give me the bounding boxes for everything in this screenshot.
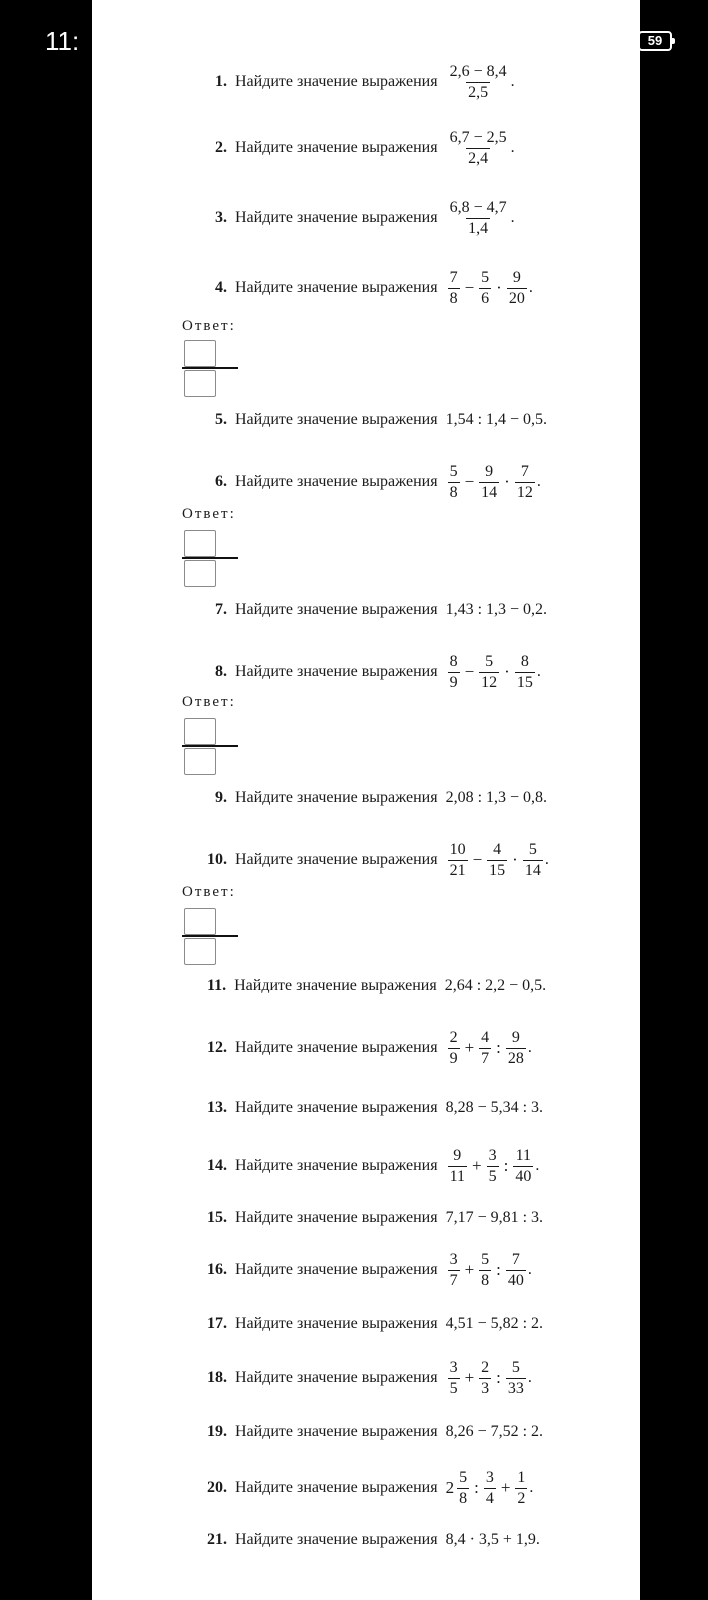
fraction [487,1146,499,1187]
denominator: 9 [449,1049,458,1067]
answer-fraction-input[interactable] [182,530,238,586]
problem-number: 4. [215,279,227,296]
expression-end: . [544,851,549,868]
fraction [506,1250,526,1291]
denominator: 1,4 [468,219,489,237]
operator: : [496,1260,501,1279]
numerator: 7 [520,462,529,480]
status-time: 11: [45,26,80,56]
math-expression [446,1209,543,1227]
math-expression [446,601,547,619]
answer-fraction-input[interactable] [182,908,238,964]
answer-label: Ответ: [182,318,236,334]
operator: − [464,472,475,491]
problem-text: Найдите значение выражения [235,1369,438,1386]
problem-text: Найдите значение выражения [235,279,438,296]
expression-end: . [535,1157,540,1174]
fraction [448,62,509,103]
operator: − [472,850,483,869]
problem-number: 18. [207,1369,227,1386]
operator: + [471,1156,482,1175]
fraction [515,652,535,693]
expression-end: . [510,139,515,156]
problem-text: Найдите значение выражения [235,789,438,806]
denominator: 15 [516,673,533,691]
problem-item [207,1146,540,1185]
problem-item [215,404,547,436]
denominator: 20 [508,289,525,307]
answer-label: Ответ: [182,694,236,710]
numerator: 2 [449,1028,458,1046]
problem-item [207,1092,543,1124]
math-expression [446,789,547,807]
problem-item [207,1308,543,1340]
denominator: 21 [449,861,466,879]
numerator: 7 [449,268,458,286]
problem-number: 16. [207,1261,227,1278]
denominator: 11 [449,1167,465,1185]
expression-end: . [527,1369,532,1386]
denominator: 3 [481,1379,490,1397]
problem-item [215,652,541,691]
numerator: 2,6 − 8,4 [449,62,507,80]
denominator: 2,4 [468,149,489,167]
answer-numerator-field[interactable] [184,718,216,745]
math-expression [446,268,533,309]
fraction [448,198,509,239]
fraction [484,1468,496,1509]
math-expression [446,1099,543,1117]
problem-item [207,1416,543,1448]
expression-text: 1,54 : 1,4 − 0,5. [445,411,548,428]
numerator: 9 [453,1146,462,1164]
math-expression [446,1146,540,1187]
math-expression [445,977,546,995]
numerator: 5 [449,462,458,480]
problem-number: 1. [215,73,227,90]
fraction [479,268,491,309]
fraction-bar [182,935,238,937]
fraction [513,1146,533,1187]
answer-denominator-field[interactable] [184,370,216,397]
answer-numerator-field[interactable] [184,908,216,935]
expression-text: 8,4 · 3,5 + 1,9. [445,1531,540,1548]
problem-item [207,1202,543,1234]
answer-denominator-field[interactable] [184,938,216,965]
operator: · [496,278,502,297]
problem-text: Найдите значение выражения [235,1261,438,1278]
numerator: 2 [481,1358,490,1376]
expression-end: . [536,663,541,680]
problem-text: Найдите значение выражения [235,663,438,680]
numerator: 1 [517,1468,526,1486]
problem-text: Найдите значение выражения [235,1039,438,1056]
problem-text: Найдите значение выражения [235,73,438,90]
problem-item [207,1250,532,1289]
problem-text: Найдите значение выражения [235,1315,438,1332]
battery-icon: 59 [638,31,672,51]
answer-numerator-field[interactable] [184,530,216,557]
answer-numerator-field[interactable] [184,340,216,367]
operator: − [464,662,475,681]
numerator: 10 [449,840,466,858]
numerator: 11 [515,1146,532,1164]
problem-item [207,970,546,1002]
operator: : [474,1478,479,1497]
fraction [448,840,468,881]
denominator: 2 [517,1489,526,1507]
problem-item [215,128,515,167]
numerator: 5 [511,1358,520,1376]
problem-item [215,62,515,101]
problem-number: 14. [207,1157,227,1174]
denominator: 8 [481,1271,490,1289]
problem-item [215,594,547,626]
fraction [487,840,507,881]
denominator: 5 [488,1167,497,1185]
denominator: 12 [516,483,533,501]
fraction-bar [182,557,238,559]
math-expression [446,1531,540,1549]
problem-number: 11. [207,977,227,994]
problem-text: Найдите значение выражения [234,977,437,994]
expression-end: . [536,473,541,490]
problem-number: 3. [215,209,227,226]
denominator: 28 [507,1049,524,1067]
problem-text: Найдите значение выражения [235,473,438,490]
denominator: 7 [481,1049,490,1067]
operator: + [464,1260,475,1279]
denominator: 6 [481,289,490,307]
problem-number: 15. [207,1209,227,1226]
fraction [448,462,460,503]
expression-end: . [528,279,533,296]
math-expression [446,198,515,239]
problem-item [207,1358,532,1397]
problem-item [215,198,515,237]
numerator: 5 [485,652,494,670]
operator: : [496,1038,501,1057]
problem-number: 21. [207,1531,227,1548]
operator: · [504,662,510,681]
problem-item [207,840,549,879]
fraction [448,128,509,169]
denominator: 4 [485,1489,494,1507]
operator: : [503,1156,509,1175]
denominator: 33 [507,1379,524,1397]
operator: + [464,1038,475,1057]
problem-text: Найдите значение выражения [235,1099,438,1116]
problem-item [215,782,547,814]
numerator: 4 [493,840,502,858]
answer-fraction-input[interactable] [182,718,238,774]
fraction [448,1250,460,1291]
denominator: 8 [449,289,458,307]
problem-text: Найдите значение выражения [235,1479,438,1496]
numerator: 7 [511,1250,520,1268]
answer-denominator-field[interactable] [184,748,216,775]
problem-text: Найдите значение выражения [235,1209,438,1226]
numerator: 6,7 − 2,5 [449,128,507,146]
fraction-bar [182,367,238,369]
denominator: 15 [489,861,506,879]
problem-text: Найдите значение выражения [235,1157,438,1174]
math-expression [446,1250,532,1291]
problem-number: 9. [215,789,227,806]
math-expression [446,411,547,429]
fraction [506,1028,526,1069]
expression-end: . [527,1039,532,1056]
math-expression [446,1358,532,1399]
operator: + [500,1478,511,1497]
fraction [515,462,535,503]
expression-text: 4,51 − 5,82 : 2. [445,1315,544,1332]
math-expression [446,62,515,103]
operator: · [504,472,510,491]
problem-number: 2. [215,139,227,156]
numerator: 3 [488,1146,497,1164]
denominator: 14 [524,861,541,879]
math-expression [446,1028,532,1069]
problem-text: Найдите значение выражения [235,139,438,156]
problem-text: Найдите значение выражения [235,411,438,428]
operator: − [464,278,475,297]
numerator: 9 [511,1028,520,1046]
denominator: 7 [449,1271,458,1289]
answer-label: Ответ: [182,506,236,522]
problem-item [215,462,541,501]
fraction-bar [182,745,238,747]
expression-text: 2,64 : 2,2 − 0,5. [444,977,547,994]
problem-number: 5. [215,411,227,428]
answer-denominator-field[interactable] [184,560,216,587]
denominator: 14 [481,483,498,501]
numerator: 4 [481,1028,490,1046]
fraction [515,1468,527,1509]
denominator: 8 [459,1489,468,1507]
numerator: 8 [520,652,529,670]
mixed-whole-part: 2 [445,1478,455,1497]
expression-end: . [527,1261,532,1278]
problem-number: 10. [207,851,227,868]
problem-item [207,1468,534,1507]
answer-fraction-input[interactable] [182,340,238,396]
fraction [448,1146,467,1187]
math-expression [446,652,541,693]
expression-text: 7,17 − 9,81 : 3. [445,1209,544,1226]
fraction [448,1358,460,1399]
problem-number: 20. [207,1479,227,1496]
fraction [523,840,543,881]
fraction [506,1358,526,1399]
math-expression [446,462,541,503]
problem-item [207,1028,532,1067]
operator: + [464,1368,475,1387]
expression-text: 8,26 − 7,52 : 2. [445,1423,544,1440]
math-expression [446,1315,543,1333]
expression-text: 1,43 : 1,3 − 0,2. [445,601,548,618]
numerator: 3 [449,1250,458,1268]
numerator: 6,8 − 4,7 [449,198,507,216]
numerator: 8 [449,652,458,670]
fraction [479,462,499,503]
fraction [448,652,460,693]
denominator: 40 [507,1271,524,1289]
problem-text: Найдите значение выражения [235,1423,438,1440]
numerator: 5 [481,268,490,286]
operator: · [512,850,518,869]
fraction [479,1250,491,1291]
numerator: 3 [449,1358,458,1376]
operator: : [496,1368,501,1387]
denominator: 5 [449,1379,458,1397]
denominator: 12 [481,673,498,691]
math-expression [446,1468,534,1509]
problem-number: 6. [215,473,227,490]
problem-number: 13. [207,1099,227,1116]
math-expression [446,1423,543,1441]
denominator: 9 [449,673,458,691]
problem-number: 7. [215,601,227,618]
fraction [479,652,499,693]
numerator: 9 [485,462,494,480]
problem-item [207,1524,540,1556]
expression-end: . [510,209,515,226]
expression-end: . [510,73,515,90]
numerator: 5 [528,840,537,858]
denominator: 40 [515,1167,532,1185]
problem-text: Найдите значение выражения [235,1531,438,1548]
problem-item [215,268,533,307]
numerator: 5 [481,1250,490,1268]
numerator: 9 [512,268,521,286]
problem-number: 8. [215,663,227,680]
problem-number: 12. [207,1039,227,1056]
denominator: 2,5 [468,83,489,101]
fraction [479,1358,491,1399]
denominator: 8 [449,483,458,501]
worksheet-page [92,0,640,1600]
expression-text: 8,28 − 5,34 : 3. [445,1099,544,1116]
math-expression [446,840,549,881]
numerator: 3 [485,1468,494,1486]
fraction [457,1468,469,1509]
problem-text: Найдите значение выражения [235,209,438,226]
fraction [448,268,460,309]
problem-text: Найдите значение выражения [235,851,438,868]
expression-end: . [529,1479,534,1496]
fraction [507,268,527,309]
problem-number: 19. [207,1423,227,1440]
numerator: 5 [459,1468,468,1486]
answer-label: Ответ: [182,884,236,900]
fraction [479,1028,491,1069]
math-expression [446,128,515,169]
expression-text: 2,08 : 1,3 − 0,8. [445,789,548,806]
fraction [448,1028,460,1069]
problem-number: 17. [207,1315,227,1332]
problem-text: Найдите значение выражения [235,601,438,618]
